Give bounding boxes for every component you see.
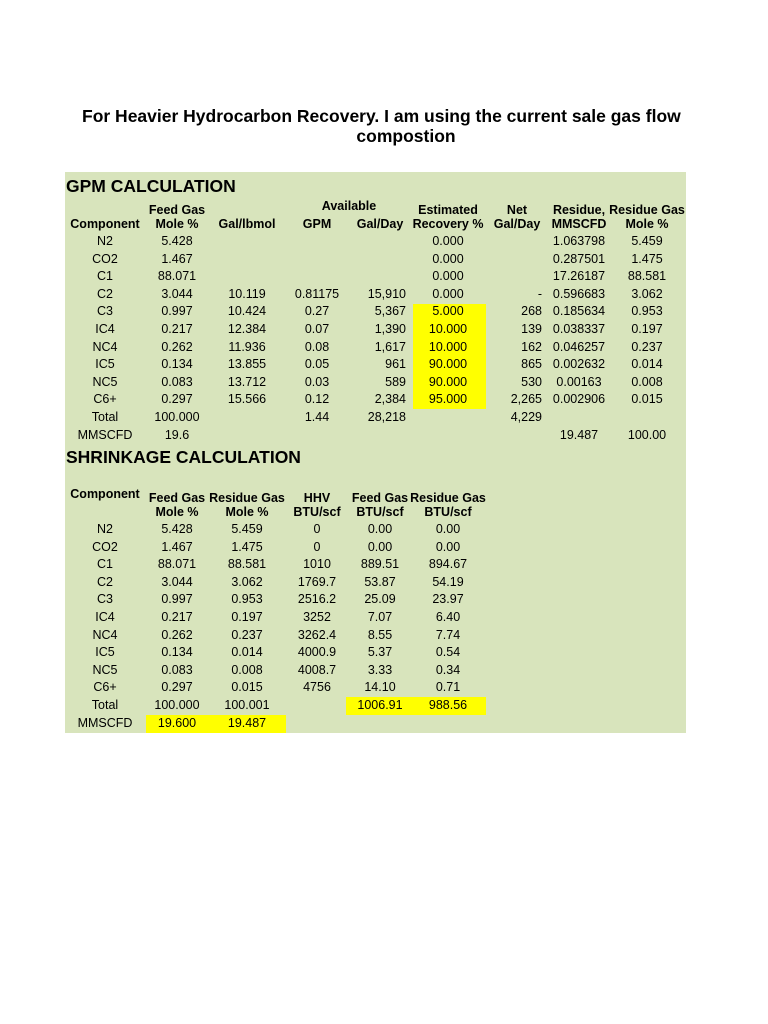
gpm-cell: 589 xyxy=(385,374,406,389)
shrink-cell: IC5 xyxy=(95,645,115,660)
gpm-cell: NC4 xyxy=(92,339,118,354)
gpm-header-residue: Residue, xyxy=(552,203,606,217)
gpm-cell: 1.475 xyxy=(631,251,663,266)
gpm-cell: 0.596683 xyxy=(552,286,606,301)
gpm-cell: 0.03 xyxy=(304,374,330,389)
shrink-cell: 0.134 xyxy=(161,645,193,660)
gpm-cell: 15,910 xyxy=(367,286,406,301)
shrink-cell: 4756 xyxy=(303,680,331,695)
shrink-cell: 3.062 xyxy=(231,574,263,589)
shrink-cell: 100.000 xyxy=(154,698,200,712)
shrink-cell: 19.600 xyxy=(157,715,197,730)
gpm-cell: 0.297 xyxy=(161,392,193,407)
gpm-header-component: Component xyxy=(70,217,140,231)
gpm-cell: 0.046257 xyxy=(552,339,606,354)
shrink-cell: C6+ xyxy=(93,680,117,695)
shrink-cell: 894.67 xyxy=(428,557,468,572)
gpm-cell: C2 xyxy=(97,286,113,301)
shrink-cell: 5.459 xyxy=(231,522,263,536)
shrink-cell: 0.00 xyxy=(367,522,393,536)
gpm-cell: 0.08 xyxy=(304,339,330,354)
gpm-cell: 10.119 xyxy=(228,286,266,301)
gpm-cell: 95.000 xyxy=(428,392,468,407)
title-line-2: compostion xyxy=(356,126,456,146)
gpm-cell: 0.12 xyxy=(304,392,330,407)
shrink-cell: 100.001 xyxy=(224,698,270,712)
gpm-cell: 3.062 xyxy=(631,286,663,301)
shrink-cell: 0.00 xyxy=(435,522,461,536)
gpm-cell: 268 xyxy=(521,304,542,319)
gpm-cell: 2,384 xyxy=(374,392,406,407)
shrink-cell: 88.071 xyxy=(157,557,197,572)
gpm-cell: 0.262 xyxy=(161,339,193,354)
shrink-cell: 1.467 xyxy=(161,539,193,554)
shrink-cell: 0 xyxy=(313,539,321,554)
gpm-cell: 5.428 xyxy=(161,234,193,248)
shrink-cell: CO2 xyxy=(92,539,118,554)
gpm-cell: 162 xyxy=(521,339,542,354)
shrink-cell: MMSCFD xyxy=(77,715,133,730)
shrink-header-hhv: HHV xyxy=(303,491,331,505)
gpm-cell: 1,617 xyxy=(374,339,406,354)
shrink-cell: 0.00 xyxy=(435,539,461,554)
gpm-header-feed-gas: Feed Gas xyxy=(148,203,206,217)
gpm-cell: - xyxy=(537,286,542,301)
gpm-cell: 1,390 xyxy=(374,322,406,336)
gpm-cell: 0.237 xyxy=(631,339,663,354)
gpm-cell: 12.384 xyxy=(227,322,267,336)
shrink-cell: 3262.4 xyxy=(297,627,337,642)
shrink-cell: C1 xyxy=(97,557,113,572)
gpm-cell: 0.997 xyxy=(161,304,193,319)
shrink-cell: IC4 xyxy=(95,610,115,624)
shrink-cell: 53.87 xyxy=(364,574,396,589)
gpm-cell: 0.000 xyxy=(432,234,464,248)
shrink-cell: 14.10 xyxy=(364,680,396,695)
shrink-cell: 88.581 xyxy=(227,557,267,572)
shrink-header-residue-gas-unit: Mole % xyxy=(225,505,269,519)
shrink-cell: C3 xyxy=(97,592,113,607)
gpm-cell: 0.038337 xyxy=(552,322,606,336)
shrink-header-feed-gas-unit: Mole % xyxy=(155,505,199,519)
gpm-cell: 0.197 xyxy=(631,322,663,336)
gpm-cell: IC4 xyxy=(95,322,115,336)
shrink-cell: 3252 xyxy=(303,610,331,624)
shrink-cell: 0.54 xyxy=(435,645,461,660)
gpm-cell: 0.000 xyxy=(432,286,464,301)
shrink-cell: 1769.7 xyxy=(297,574,337,589)
gpm-header-available: Available xyxy=(321,199,377,213)
gpm-cell: 100.00 xyxy=(627,427,667,442)
gpm-cell: CO2 xyxy=(92,251,118,266)
shrink-cell: 0 xyxy=(313,522,321,536)
gpm-cell: 530 xyxy=(521,374,542,389)
gpm-cell: C6+ xyxy=(93,392,117,407)
shrink-cell: 0.015 xyxy=(231,680,263,695)
shrink-header-residue-btu-unit: BTU/scf xyxy=(424,505,472,519)
gpm-cell: 3.044 xyxy=(161,286,193,301)
gpm-cell: 10.000 xyxy=(428,339,468,354)
gpm-cell: 90.000 xyxy=(428,374,468,389)
title-clip xyxy=(0,0,687,160)
shrink-cell: 3.33 xyxy=(367,662,393,677)
gpm-cell: 88.071 xyxy=(157,269,197,284)
gpm-cell: 0.953 xyxy=(631,304,663,319)
gpm-cell: 1.063798 xyxy=(552,234,606,248)
shrink-cell: 5.37 xyxy=(367,645,393,660)
gpm-cell: 0.015 xyxy=(631,392,663,407)
gpm-cell: 88.581 xyxy=(627,269,667,284)
shrink-cell: 889.51 xyxy=(360,557,400,572)
shrink-header-feed-btu-unit: BTU/scf xyxy=(356,505,404,519)
gpm-cell: 0.000 xyxy=(432,269,464,284)
gpm-header-gal-day: Gal/Day xyxy=(356,217,404,231)
shrink-cell: 5.428 xyxy=(161,522,193,536)
shrink-header-hhv-unit: BTU/scf xyxy=(293,505,341,519)
shrink-cell: 0.014 xyxy=(231,645,263,660)
shrink-cell: 7.07 xyxy=(367,610,393,624)
gpm-cell: 100.000 xyxy=(154,410,200,424)
shrink-header-component: Component xyxy=(70,487,140,501)
gpm-cell: 5,367 xyxy=(374,304,406,319)
gpm-cell: 0.81175 xyxy=(294,286,340,301)
gpm-cell: 19.487 xyxy=(559,427,599,442)
shrink-cell: 2516.2 xyxy=(297,592,337,607)
shrink-cell: 8.55 xyxy=(367,627,393,642)
gpm-header-gpm: GPM xyxy=(302,217,332,231)
shrink-cell: 1010 xyxy=(303,557,331,572)
shrink-cell: 0.008 xyxy=(231,662,263,677)
gpm-cell: Total xyxy=(91,410,119,424)
gpm-cell: 5.000 xyxy=(432,304,464,319)
gpm-header-residue-gas: Residue Gas xyxy=(609,203,685,217)
shrink-header-feed-gas: Feed Gas xyxy=(148,491,206,505)
gpm-cell: N2 xyxy=(97,234,113,248)
shrink-cell: 0.237 xyxy=(231,627,263,642)
gpm-cell: 0.134 xyxy=(161,357,193,372)
gpm-header-gal-lbmol: Gal/lbmol xyxy=(218,217,276,231)
shrink-cell: 7.74 xyxy=(435,627,461,642)
gpm-header-estimated: Estimated xyxy=(418,203,478,217)
gpm-cell: 0.002906 xyxy=(552,392,606,407)
shrink-header-feed-btu: Feed Gas xyxy=(351,491,409,505)
gpm-cell: 13.712 xyxy=(227,374,267,389)
gpm-cell: NC5 xyxy=(92,374,118,389)
gpm-cell: 0.185634 xyxy=(552,304,606,319)
title-line-1: For Heavier Hydrocarbon Recovery. I am using the current sale gas flow xyxy=(82,106,681,126)
gpm-cell: 0.083 xyxy=(161,374,193,389)
shrink-cell: Total xyxy=(91,698,119,712)
shrink-cell: 0.197 xyxy=(231,610,263,624)
gpm-cell: 10.424 xyxy=(227,304,267,319)
gpm-cell: 0.00163 xyxy=(556,374,602,389)
gpm-cell: 0.287501 xyxy=(552,251,606,266)
gpm-cell: 11.936 xyxy=(228,339,266,354)
gpm-cell: 28,218 xyxy=(367,410,406,424)
shrink-cell: 0.997 xyxy=(161,592,193,607)
gpm-cell: C3 xyxy=(97,304,113,319)
gpm-header-feed-gas-unit: Mole % xyxy=(155,217,199,231)
gpm-header-net-unit: Gal/Day xyxy=(493,217,541,231)
shrink-cell: 4008.7 xyxy=(297,662,337,677)
shrink-cell: NC4 xyxy=(92,627,118,642)
shrink-cell: 6.40 xyxy=(435,610,461,624)
gpm-cell: C1 xyxy=(97,269,113,284)
gpm-cell: 1.44 xyxy=(304,410,330,424)
gpm-cell: 0.002632 xyxy=(552,357,606,372)
shrink-cell: 4000.9 xyxy=(297,645,337,660)
gpm-header-residue-gas-unit: Mole % xyxy=(625,217,669,231)
gpm-cell: 15.566 xyxy=(227,392,267,407)
gpm-header-recovery: Recovery % xyxy=(412,217,484,231)
shrink-cell: NC5 xyxy=(92,662,118,677)
gpm-cell: 17.26187 xyxy=(552,269,606,284)
gpm-cell: 13.855 xyxy=(227,357,267,372)
shrink-header-residue-gas: Residue Gas xyxy=(209,491,285,505)
gpm-cell: 0.217 xyxy=(161,322,193,336)
shrink-cell: 0.71 xyxy=(435,680,461,695)
shrink-cell: 1006.91 xyxy=(357,698,403,712)
gpm-cell: 19.6 xyxy=(164,427,190,442)
shrink-cell: 0.262 xyxy=(161,627,193,642)
shrink-cell: 1.475 xyxy=(231,539,263,554)
gpm-cell: 0.07 xyxy=(304,322,330,336)
shrink-cell: 0.083 xyxy=(161,662,193,677)
gpm-cell: 0.27 xyxy=(304,304,330,319)
gpm-cell: 2,265 xyxy=(510,392,542,407)
gpm-heading: GPM CALCULATION xyxy=(66,176,236,196)
shrink-cell: 0.217 xyxy=(161,610,193,624)
gpm-cell: 1.467 xyxy=(161,251,193,266)
gpm-cell: 4,229 xyxy=(510,410,542,424)
shrink-cell: N2 xyxy=(97,522,113,536)
gpm-header-net: Net xyxy=(506,203,528,217)
shrink-cell: C2 xyxy=(97,574,113,589)
gpm-cell: IC5 xyxy=(95,357,115,372)
gpm-cell: 139 xyxy=(521,322,542,336)
gpm-header-residue-unit: MMSCFD xyxy=(551,217,607,231)
gpm-cell: 961 xyxy=(385,357,406,372)
gpm-cell: 10.000 xyxy=(428,322,468,336)
gpm-cell: 0.014 xyxy=(631,357,663,372)
shrink-cell: 54.19 xyxy=(432,574,464,589)
gpm-cell: 0.000 xyxy=(432,251,464,266)
gpm-cell: 0.008 xyxy=(631,374,663,389)
gpm-cell: 865 xyxy=(521,357,542,372)
shrink-cell: 19.487 xyxy=(227,715,267,730)
shrink-cell: 0.34 xyxy=(435,662,461,677)
shrinkage-heading: SHRINKAGE CALCULATION xyxy=(66,447,301,467)
shrink-cell: 988.56 xyxy=(428,698,468,712)
shrink-cell: 0.297 xyxy=(161,680,193,695)
shrink-header-residue-btu: Residue Gas xyxy=(410,491,486,505)
shrink-cell: 25.09 xyxy=(364,592,396,607)
shrink-cell: 0.953 xyxy=(231,592,263,607)
gpm-cell: 5.459 xyxy=(631,234,663,248)
shrink-cell: 3.044 xyxy=(161,574,193,589)
gpm-cell: 90.000 xyxy=(428,357,468,372)
shrink-cell: 23.97 xyxy=(432,592,464,607)
shrink-cell: 0.00 xyxy=(367,539,393,554)
gpm-cell: MMSCFD xyxy=(77,427,133,442)
gpm-cell: 0.05 xyxy=(304,357,330,372)
